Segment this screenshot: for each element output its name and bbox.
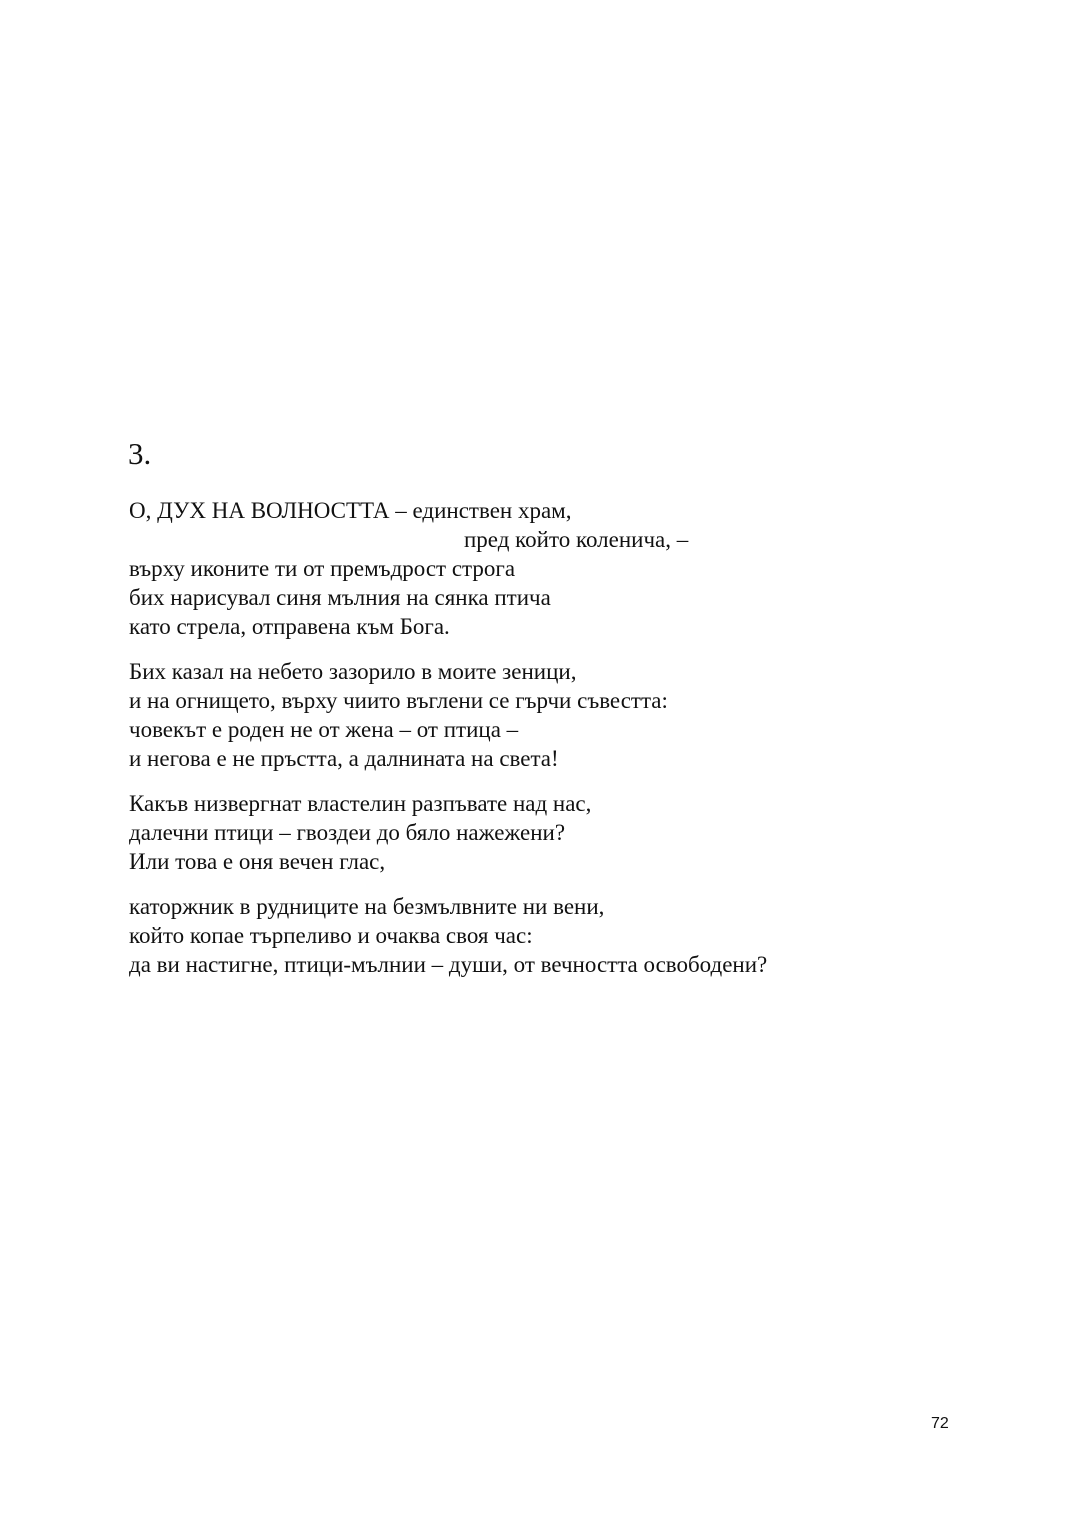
- poem-line: О, ДУХ НА ВОЛНОСТТА – единствен храм,: [129, 498, 572, 523]
- poem-line: Какъв низвергнат властелин разпъвате над нас,: [129, 791, 592, 816]
- page-number: 72: [931, 1415, 949, 1432]
- poem-line: и на огнището, върху чиито въглени се гърчи съвестта:: [129, 688, 668, 713]
- poem-line: върху иконите ти от премъдрост строга: [129, 556, 516, 581]
- poem-line: който копае търпеливо и очаква своя час:: [129, 923, 533, 948]
- poem-line: Бих казал на небето зазорило в моите зеници,: [129, 659, 577, 684]
- poem-line-indented: пред който коленича, –: [464, 527, 689, 552]
- poem-line: и негова е не пръстта, а далнината на света!: [129, 746, 559, 771]
- section-number: 3.: [128, 436, 152, 471]
- stanza-1: [129, 496, 989, 641]
- poem-line: човекът е роден не от жена – от птица –: [129, 717, 519, 742]
- poem-line: бих нарисувал синя мълния на сянка птича: [129, 585, 551, 610]
- poem-line: каторжник в рудниците на безмълвните ни вени,: [129, 894, 605, 919]
- poem-line: да ви настигне, птици-мълнии – души, от вечността освободени?: [129, 952, 768, 977]
- poem: [129, 496, 989, 995]
- poem-line: като стрела, отправена към Бога.: [129, 614, 450, 639]
- stanza-3: [129, 789, 989, 876]
- stanza-2: [129, 657, 989, 773]
- poem-line: далечни птици – гвоздеи до бяло нажежени?: [129, 820, 566, 845]
- poem-line: Или това е оня вечен глас,: [129, 849, 386, 874]
- stanza-4: [129, 892, 989, 979]
